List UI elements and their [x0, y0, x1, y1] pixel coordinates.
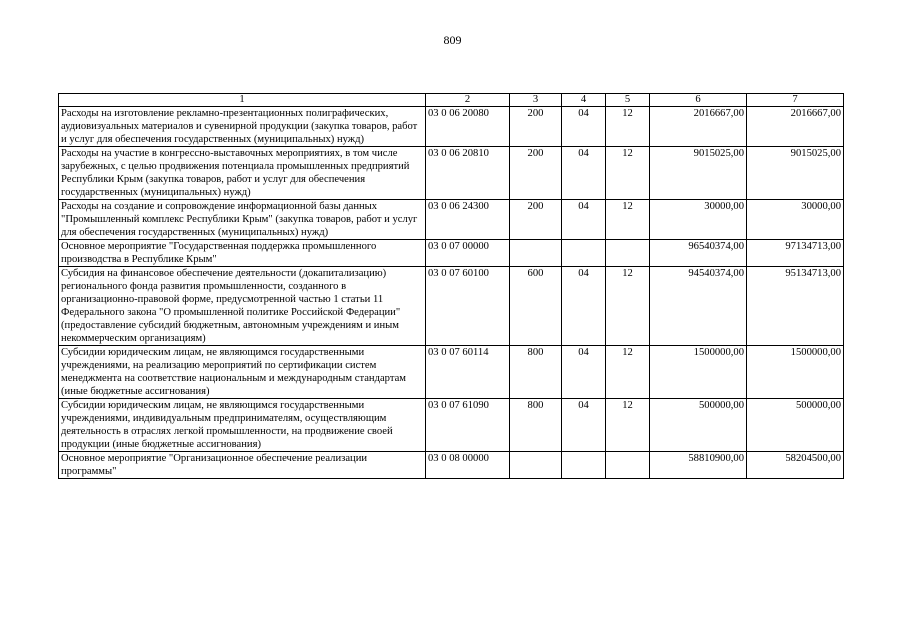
- column-header-1: 1: [59, 94, 426, 107]
- row-subsection: [606, 240, 650, 267]
- row-expense-type: 600: [510, 267, 562, 346]
- row-description: Субсидия на финансовое обеспечение деятельности (докапитализацию) регионального фонда развития промышленности, созданного в организационно-правовой форме, предусмотренной частью 1 статьи 11 Федерального закона "О промышленной политике Российской Федерации" (предоставление субсидий бюджетным, автономным учреждениям и иным некоммерческим организациям): [59, 267, 426, 346]
- table-row: [59, 452, 844, 479]
- row-amount-col6: 2016667,00: [650, 107, 747, 147]
- row-amount-col6: 96540374,00: [650, 240, 747, 267]
- row-code: 03 0 07 61090: [426, 399, 510, 452]
- row-amount-col7: 95134713,00: [747, 267, 844, 346]
- row-description: Основное мероприятие "Организационное обеспечение реализации программы": [59, 452, 426, 479]
- row-code: 03 0 06 20080: [426, 107, 510, 147]
- row-code: 03 0 08 00000: [426, 452, 510, 479]
- table-row: [59, 107, 844, 147]
- row-section: 04: [562, 107, 606, 147]
- row-code: 03 0 07 60100: [426, 267, 510, 346]
- row-subsection: 12: [606, 346, 650, 399]
- row-amount-col7: 1500000,00: [747, 346, 844, 399]
- row-subsection: 12: [606, 399, 650, 452]
- table-row: [59, 147, 844, 200]
- column-header-2: 2: [426, 94, 510, 107]
- row-amount-col7: 9015025,00: [747, 147, 844, 200]
- row-subsection: 12: [606, 107, 650, 147]
- row-amount-col6: 94540374,00: [650, 267, 747, 346]
- row-expense-type: 200: [510, 200, 562, 240]
- row-amount-col7: 2016667,00: [747, 107, 844, 147]
- row-code: 03 0 07 60114: [426, 346, 510, 399]
- row-expense-type: 200: [510, 147, 562, 200]
- row-code: 03 0 06 20810: [426, 147, 510, 200]
- row-description: Расходы на изготовление рекламно-презентационных полиграфических, аудиовизуальных материалов и сувенирной продукции (закупка товаров, работ и услуг для обеспечения государственных (муниципальных) нужд): [59, 107, 426, 147]
- row-subsection: 12: [606, 267, 650, 346]
- row-description: Основное мероприятие "Государственная поддержка промышленного производства в Республике Крым": [59, 240, 426, 267]
- table-row: [59, 267, 844, 346]
- row-amount-col7: 30000,00: [747, 200, 844, 240]
- row-expense-type: 200: [510, 107, 562, 147]
- page-number: 809: [443, 33, 462, 47]
- row-amount-col6: 58810900,00: [650, 452, 747, 479]
- column-header-6: 6: [650, 94, 747, 107]
- row-description: Расходы на создание и сопровождение информационной базы данных "Промышленный комплекс Республики Крым" (закупка товаров, работ и услуг для обеспечения государственных (муниципальных) нужд): [59, 200, 426, 240]
- row-amount-col7: 58204500,00: [747, 452, 844, 479]
- row-expense-type: [510, 240, 562, 267]
- row-description: Расходы на участие в конгрессно-выставочных мероприятиях, в том числе зарубежных, с целью продвижения потенциала промышленных предприятий Республики Крым (закупка товаров, работ и услуг для обеспечения государственных (муниципальных) нужд): [59, 147, 426, 200]
- table-row: [59, 200, 844, 240]
- row-section: [562, 452, 606, 479]
- column-header-7: 7: [747, 94, 844, 107]
- row-description: Субсидии юридическим лицам, не являющимся государственными учреждениями, на реализацию мероприятий по сертификации систем менеджмента на соответствие национальным и международным стандартам (иные бюджетные ассигнования): [59, 346, 426, 399]
- table-row: [59, 399, 844, 452]
- row-amount-col7: 97134713,00: [747, 240, 844, 267]
- budget-table: [58, 93, 844, 479]
- row-description: Субсидии юридическим лицам, не являющимся государственными учреждениями, индивидуальным предпринимателям, осуществляющим деятельность в отраслях легкой промышленности, на продвижение своей продукции (иные бюджетные ассигнования): [59, 399, 426, 452]
- row-expense-type: [510, 452, 562, 479]
- row-expense-type: 800: [510, 346, 562, 399]
- column-header-4: 4: [562, 94, 606, 107]
- row-section: 04: [562, 200, 606, 240]
- row-subsection: 12: [606, 147, 650, 200]
- row-section: [562, 240, 606, 267]
- row-code: 03 0 06 24300: [426, 200, 510, 240]
- column-header-5: 5: [606, 94, 650, 107]
- row-section: 04: [562, 346, 606, 399]
- row-subsection: 12: [606, 200, 650, 240]
- row-amount-col7: 500000,00: [747, 399, 844, 452]
- row-code: 03 0 07 00000: [426, 240, 510, 267]
- row-amount-col6: 30000,00: [650, 200, 747, 240]
- row-subsection: [606, 452, 650, 479]
- table-row: [59, 240, 844, 267]
- row-amount-col6: 1500000,00: [650, 346, 747, 399]
- header-row: [59, 94, 844, 107]
- row-section: 04: [562, 147, 606, 200]
- row-section: 04: [562, 399, 606, 452]
- row-amount-col6: 9015025,00: [650, 147, 747, 200]
- row-amount-col6: 500000,00: [650, 399, 747, 452]
- row-section: 04: [562, 267, 606, 346]
- row-expense-type: 800: [510, 399, 562, 452]
- column-header-3: 3: [510, 94, 562, 107]
- table-row: [59, 346, 844, 399]
